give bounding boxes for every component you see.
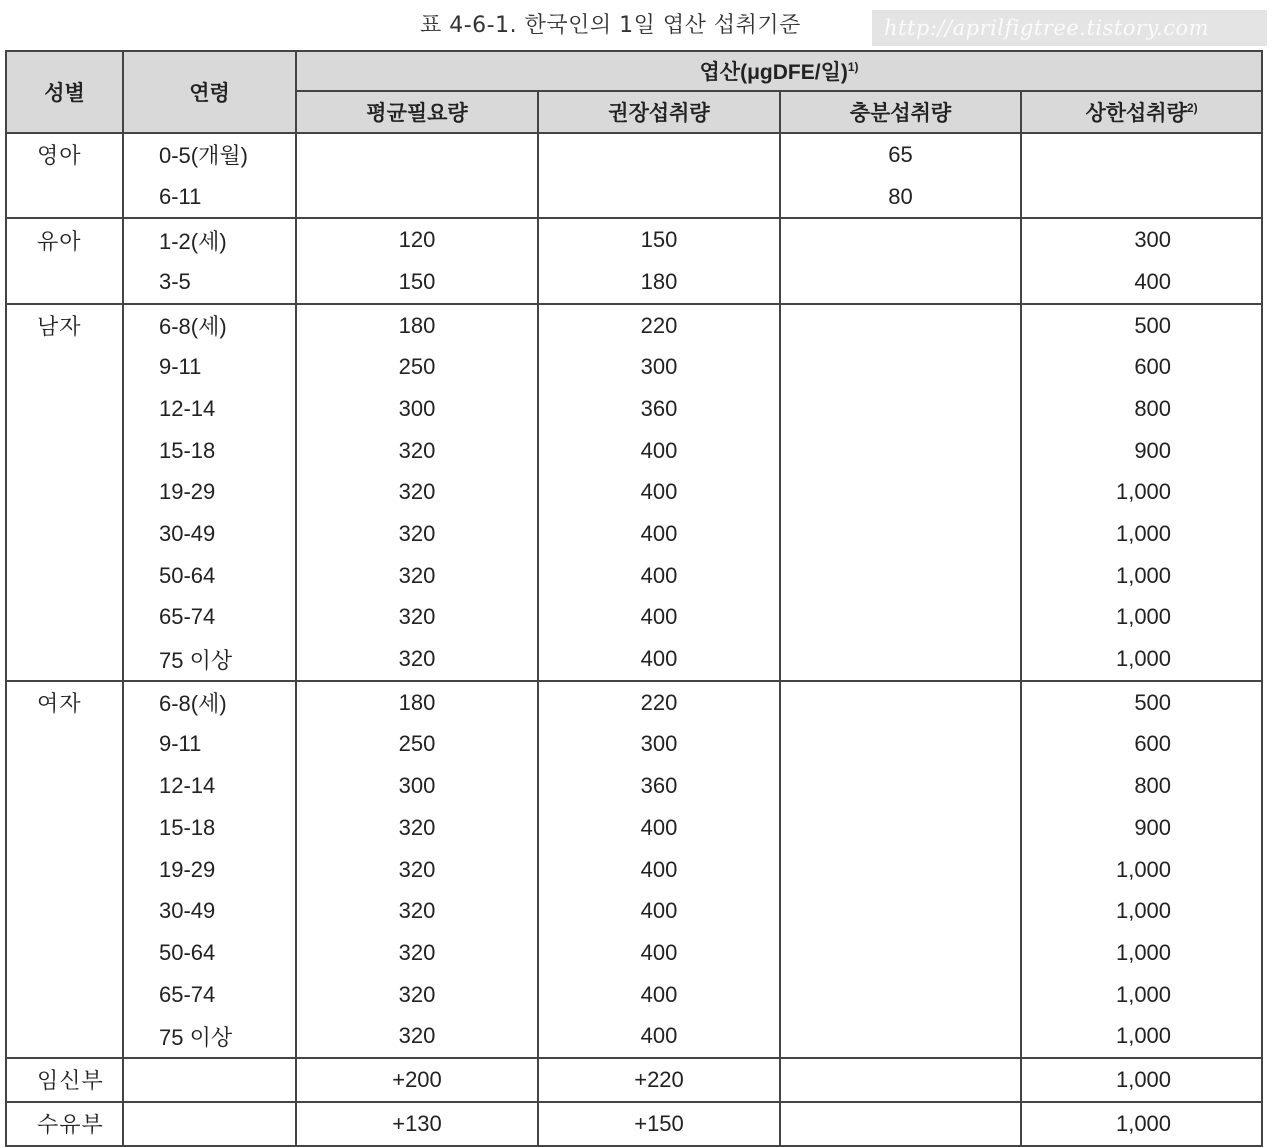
ul-cell: 1,000 (1021, 1015, 1262, 1058)
ear-cell: 120 (296, 218, 538, 261)
table-row (6, 346, 1262, 388)
rni-cell: 360 (538, 388, 780, 430)
watermark: http://aprilfigtree.tistory.com (872, 10, 1267, 46)
ul-cell (1021, 176, 1262, 219)
rni-cell: 180 (538, 261, 780, 304)
sex-cell: 수유부 (6, 1102, 123, 1146)
sex-cell (6, 765, 123, 807)
ul-cell: 1,000 (1021, 849, 1262, 891)
ear-cell: 180 (296, 681, 538, 724)
rni-cell: 400 (538, 974, 780, 1016)
table-row (6, 765, 1262, 807)
rni-cell: 400 (538, 430, 780, 472)
age-cell: 15-18 (123, 807, 296, 849)
age-cell: 65-74 (123, 597, 296, 639)
ul-cell: 800 (1021, 765, 1262, 807)
age-cell: 19-29 (123, 472, 296, 514)
ul-cell: 400 (1021, 261, 1262, 304)
header-folate-group (296, 51, 1262, 91)
table-row (6, 890, 1262, 932)
ai-cell (780, 638, 1021, 681)
header-ul (1021, 91, 1262, 133)
table-row (6, 388, 1262, 430)
age-cell: 6-8(세) (123, 681, 296, 724)
age-cell: 6-8(세) (123, 304, 296, 347)
header-sex: 성별 (6, 51, 123, 133)
table-row (6, 1058, 1262, 1102)
sex-cell (6, 346, 123, 388)
ai-cell (780, 472, 1021, 514)
ai-cell (780, 261, 1021, 304)
ai-cell (780, 513, 1021, 555)
sex-cell (6, 724, 123, 766)
ai-cell (780, 681, 1021, 724)
rni-cell: 300 (538, 346, 780, 388)
sex-cell (6, 555, 123, 597)
ul-cell: 1,000 (1021, 638, 1262, 681)
ear-cell: 180 (296, 304, 538, 347)
age-cell (123, 1058, 296, 1102)
rni-cell: 400 (538, 513, 780, 555)
age-cell (123, 1102, 296, 1146)
header-folate-label: 엽산(μgDFE/일) (699, 61, 848, 84)
ear-cell: 250 (296, 346, 538, 388)
table-caption-bar (0, 0, 1280, 48)
ai-cell (780, 765, 1021, 807)
ear-cell: 250 (296, 724, 538, 766)
ai-cell (780, 304, 1021, 347)
table-row (6, 974, 1262, 1016)
ai-cell (780, 388, 1021, 430)
rni-cell: 220 (538, 304, 780, 347)
rni-cell (538, 176, 780, 219)
age-cell: 50-64 (123, 555, 296, 597)
ai-cell (780, 890, 1021, 932)
ai-cell (780, 1102, 1021, 1146)
rni-cell: 400 (538, 932, 780, 974)
table-row (6, 849, 1262, 891)
sex-cell: 유아 (6, 218, 123, 261)
rni-cell: 400 (538, 1015, 780, 1058)
rni-cell: 220 (538, 681, 780, 724)
ear-cell: 320 (296, 849, 538, 891)
table-row (6, 513, 1262, 555)
rni-cell: 400 (538, 555, 780, 597)
ul-cell: 900 (1021, 430, 1262, 472)
ear-cell: 320 (296, 430, 538, 472)
table-row (6, 176, 1262, 219)
sex-cell (6, 638, 123, 681)
rni-cell: +150 (538, 1102, 780, 1146)
sex-cell (6, 890, 123, 932)
rni-cell: +220 (538, 1058, 780, 1102)
table-row (6, 430, 1262, 472)
table-row (6, 681, 1262, 724)
age-cell: 75 이상 (123, 638, 296, 681)
rni-cell: 400 (538, 890, 780, 932)
ul-cell: 1,000 (1021, 513, 1262, 555)
ul-cell: 800 (1021, 388, 1262, 430)
sex-cell: 영아 (6, 133, 123, 176)
ai-cell (780, 1015, 1021, 1058)
ai-cell (780, 1058, 1021, 1102)
ul-cell (1021, 133, 1262, 176)
ear-cell: 300 (296, 388, 538, 430)
table-row (6, 597, 1262, 639)
table-row (6, 555, 1262, 597)
ear-cell: 320 (296, 638, 538, 681)
age-cell: 50-64 (123, 932, 296, 974)
ul-cell: 1,000 (1021, 1102, 1262, 1146)
table-row (6, 724, 1262, 766)
ear-cell: 300 (296, 765, 538, 807)
ear-cell: 320 (296, 513, 538, 555)
ai-cell: 65 (780, 133, 1021, 176)
ai-cell (780, 346, 1021, 388)
age-cell: 0-5(개월) (123, 133, 296, 176)
ul-cell: 500 (1021, 681, 1262, 724)
ul-cell: 1,000 (1021, 597, 1262, 639)
sex-cell (6, 849, 123, 891)
rni-cell (538, 133, 780, 176)
table-row (6, 638, 1262, 681)
rni-cell: 400 (538, 807, 780, 849)
table-row (6, 932, 1262, 974)
ear-cell: 320 (296, 597, 538, 639)
sex-cell (6, 932, 123, 974)
ul-cell: 1,000 (1021, 974, 1262, 1016)
ul-cell: 300 (1021, 218, 1262, 261)
header-ul-note: 2) (1186, 101, 1198, 115)
ai-cell (780, 218, 1021, 261)
sex-cell (6, 472, 123, 514)
ai-cell (780, 807, 1021, 849)
ai-cell (780, 932, 1021, 974)
table-row (6, 1015, 1262, 1058)
age-cell: 19-29 (123, 849, 296, 891)
age-cell: 12-14 (123, 765, 296, 807)
ear-cell: +130 (296, 1102, 538, 1146)
age-cell: 12-14 (123, 388, 296, 430)
table-caption: 표 4-6-1. 한국인의 1일 엽산 섭취기준 (420, 13, 801, 38)
rni-cell: 400 (538, 849, 780, 891)
sex-cell: 남자 (6, 304, 123, 347)
header-ai: 충분섭취량 (780, 91, 1021, 133)
ul-cell: 600 (1021, 346, 1262, 388)
sex-cell (6, 974, 123, 1016)
sex-cell: 여자 (6, 681, 123, 724)
rni-cell: 300 (538, 724, 780, 766)
ear-cell: 320 (296, 807, 538, 849)
ear-cell: 320 (296, 890, 538, 932)
table-row (6, 133, 1262, 176)
sex-cell (6, 430, 123, 472)
header-ear: 평균필요량 (296, 91, 538, 133)
ear-cell (296, 133, 538, 176)
ul-cell: 500 (1021, 304, 1262, 347)
ul-cell: 1,000 (1021, 890, 1262, 932)
table-row (6, 1102, 1262, 1146)
ai-cell (780, 597, 1021, 639)
ai-cell: 80 (780, 176, 1021, 219)
ear-cell: 320 (296, 472, 538, 514)
header-age: 연령 (123, 51, 296, 133)
sex-cell (6, 388, 123, 430)
ul-cell: 1,000 (1021, 472, 1262, 514)
table-row (6, 304, 1262, 347)
ear-cell: +200 (296, 1058, 538, 1102)
rni-cell: 400 (538, 597, 780, 639)
age-cell: 15-18 (123, 430, 296, 472)
sex-cell: 임신부 (6, 1058, 123, 1102)
table-row (6, 807, 1262, 849)
sex-cell (6, 1015, 123, 1058)
age-cell: 1-2(세) (123, 218, 296, 261)
ear-cell (296, 176, 538, 219)
ul-cell: 1,000 (1021, 555, 1262, 597)
age-cell: 75 이상 (123, 1015, 296, 1058)
rni-cell: 400 (538, 472, 780, 514)
sex-cell (6, 176, 123, 219)
age-cell: 30-49 (123, 890, 296, 932)
sex-cell (6, 597, 123, 639)
ai-cell (780, 555, 1021, 597)
ai-cell (780, 849, 1021, 891)
age-cell: 30-49 (123, 513, 296, 555)
sex-cell (6, 261, 123, 304)
age-cell: 9-11 (123, 346, 296, 388)
ai-cell (780, 974, 1021, 1016)
ul-cell: 1,000 (1021, 932, 1262, 974)
header-rni: 권장섭취량 (538, 91, 780, 133)
folate-intake-table (5, 50, 1263, 1147)
age-cell: 3-5 (123, 261, 296, 304)
table-row (6, 472, 1262, 514)
table-row (6, 218, 1262, 261)
rni-cell: 360 (538, 765, 780, 807)
table-body (6, 133, 1262, 1146)
rni-cell: 400 (538, 638, 780, 681)
age-cell: 65-74 (123, 974, 296, 1016)
rni-cell: 150 (538, 218, 780, 261)
ear-cell: 150 (296, 261, 538, 304)
ai-cell (780, 724, 1021, 766)
table-row (6, 261, 1262, 304)
ul-cell: 900 (1021, 807, 1262, 849)
ul-cell: 600 (1021, 724, 1262, 766)
ai-cell (780, 430, 1021, 472)
ear-cell: 320 (296, 974, 538, 1016)
ear-cell: 320 (296, 932, 538, 974)
sex-cell (6, 807, 123, 849)
ul-cell: 1,000 (1021, 1058, 1262, 1102)
ear-cell: 320 (296, 1015, 538, 1058)
header-ul-label: 상한섭취량 (1085, 102, 1187, 125)
header-folate-note: 1) (847, 60, 859, 74)
age-cell: 9-11 (123, 724, 296, 766)
sex-cell (6, 513, 123, 555)
age-cell: 6-11 (123, 176, 296, 219)
ear-cell: 320 (296, 555, 538, 597)
